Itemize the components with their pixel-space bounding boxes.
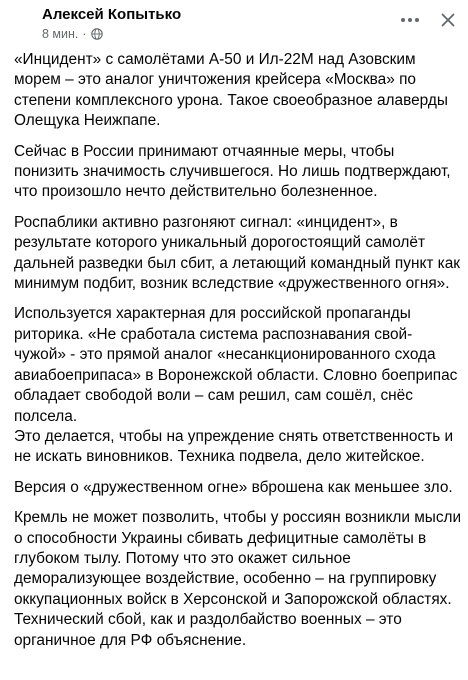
post-paragraph: Используется характерная для российской пропаганды риторика. «Не сработала система распознавания свой-чужой» - это прямой аналог «несанкционированного схода авиабоеприпаса» в Воронежской области. Словно боеприпас обладает свободой воли – сам решил, сам сошёл, снёс полсела. Это делается, чтобы на упреждение снять ответственность и не искать виновников. Техника подвела, дело житейское. <box>14 305 458 466</box>
post-header <box>0 0 468 48</box>
more-dots-icon[interactable] <box>398 8 422 32</box>
post-paragraph: Кремль не может позволить, чтобы у россиян возникли мысли о способности Украины сбивать дефицитные самолёты в глубоком тылу. Потому что это окажет сильное деморализующее воздействие, особенно – на группировку оккупационных войск в Херсонской и Запорожской областях. Технический сбой, как и раздолбайство военных – это органичное для РФ объяснение. <box>14 509 462 649</box>
post-paragraph: Сейчас в России принимают отчаянные меры, чтобы понизить значимость случившегося. Но лишь подтверждают, что произошло нечто действительно болезненное. <box>14 142 451 201</box>
post-paragraph: Версия о «дружественном огне» вброшена как меньшее зло. <box>14 478 453 496</box>
post-meta <box>42 27 103 41</box>
meta-separator: · <box>82 27 87 41</box>
post-time[interactable]: 8 мин. <box>42 27 79 41</box>
globe-icon[interactable] <box>91 28 103 40</box>
author-name[interactable]: Алексей Копытько <box>42 6 182 23</box>
post-actions <box>398 8 468 32</box>
post-paragraph: «Инцидент» с самолётами А-50 и Ил-22М над Азовским морем – это аналог уничтожения крейсера «Москва» по степени комплексного урона. Такое своеобразное алаверды Олещука Неижпапе. <box>14 51 448 130</box>
post-paragraph: Роспаблики активно разгоняют сигнал: «инцидент», в результате которого уникальный дорогостоящий самолёт дальней разведки был сбит, а летающий командный пункт как минимум подбит, возник вследствие «дружественного огня». <box>14 213 461 293</box>
post-body <box>14 50 462 661</box>
close-icon[interactable] <box>436 8 460 32</box>
